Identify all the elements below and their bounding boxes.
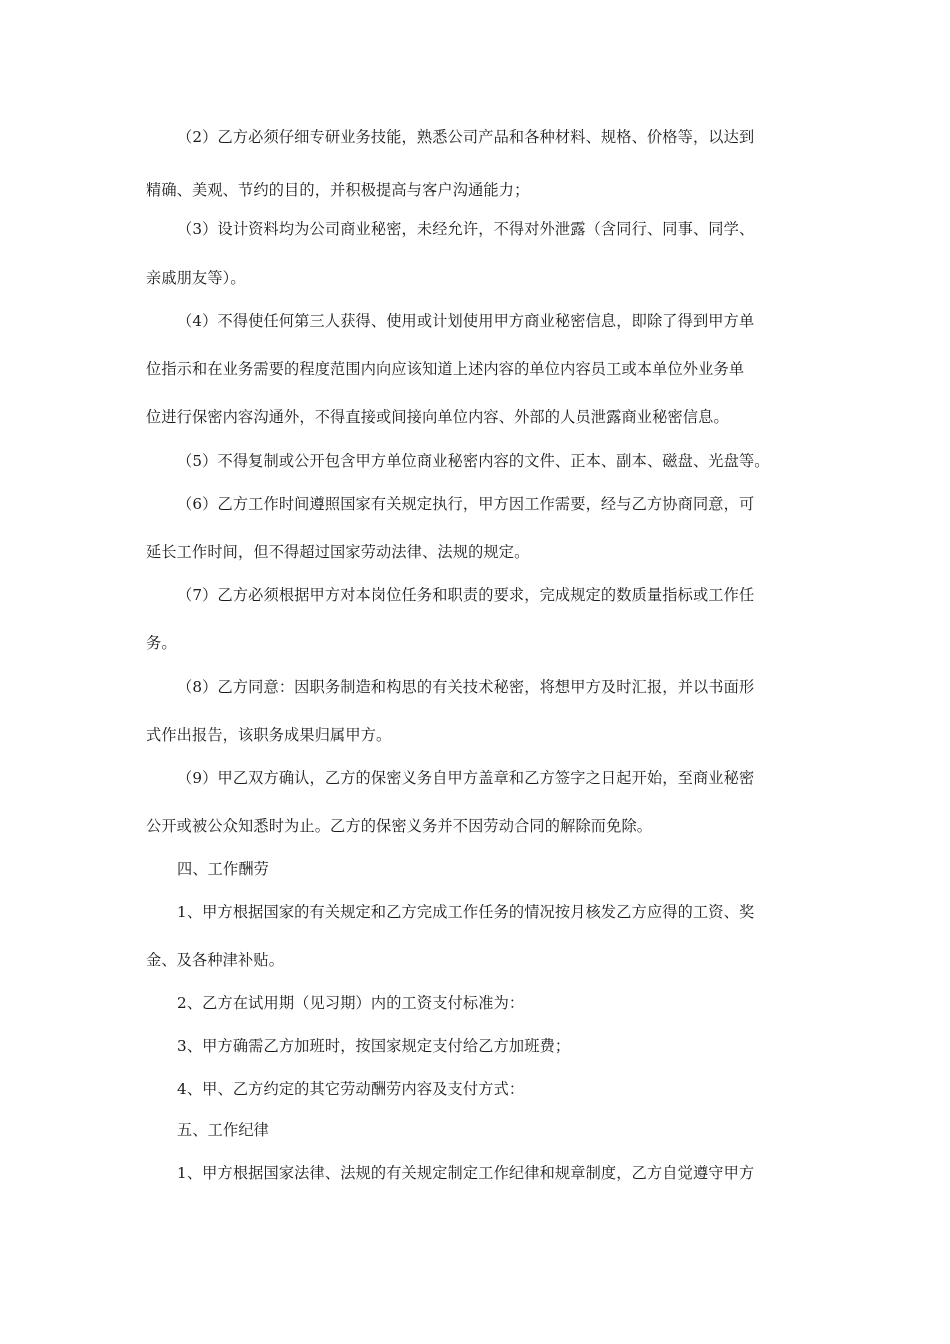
paragraph-line: 亲戚朋友等）。 — [146, 269, 246, 287]
section-heading: 四、工作酬劳 — [177, 860, 270, 878]
section-heading: 五、工作纪律 — [177, 1121, 270, 1139]
paragraph-line: 位指示和在业务需要的程度范围内向应该知道上述内容的单位内容员工或本单位外业务单 — [146, 360, 745, 378]
paragraph-line: （2）乙方必须仔细专研业务技能，熟悉公司产品和各种材料、规格、价格等，以达到 — [177, 128, 755, 146]
paragraph-line: 3、甲方确需乙方加班时，按国家规定支付给乙方加班费； — [177, 1037, 571, 1055]
paragraph-line: （3）设计资料均为公司商业秘密，未经允许，不得对外泄露（含同行、同事、同学、 — [177, 220, 755, 238]
paragraph-line: 位进行保密内容沟通外，不得直接或间接向单位内容、外部的人员泄露商业秘密信息。 — [146, 408, 729, 426]
paragraph-line: 4、甲、乙方约定的其它劳动酬劳内容及支付方式： — [177, 1080, 525, 1098]
paragraph-line: 1、甲方根据国家的有关规定和乙方完成工作任务的情况按月核发乙方应得的工资、奖 — [177, 903, 755, 921]
paragraph-line: 2、乙方在试用期（见习期）内的工资支付标准为： — [177, 994, 525, 1012]
paragraph-line: 1、甲方根据国家法律、法规的有关规定制定工作纪律和规章制度，乙方自觉遵守甲方 — [177, 1164, 755, 1182]
paragraph-line: （5）不得复制或公开包含甲方单位商业秘密内容的文件、正本、副本、磁盘、光盘等。 — [177, 452, 770, 470]
paragraph-line: 精确、美观、节约的目的，并积极提高与客户沟通能力； — [146, 181, 530, 199]
paragraph-line: 金、及各种津补贴。 — [146, 951, 285, 969]
paragraph-line: （8）乙方同意：因职务制造和构思的有关技术秘密，将想甲方及时汇报，并以书面形 — [177, 678, 755, 696]
paragraph-line: （6）乙方工作时间遵照国家有关规定执行，甲方因工作需要，经与乙方协商同意，可 — [177, 495, 755, 513]
paragraph-line: （9）甲乙双方确认，乙方的保密义务自甲方盖章和乙方签字之日起开始，至商业秘密 — [177, 769, 755, 787]
paragraph-line: 延长工作时间，但不得超过国家劳动法律、法规的规定。 — [146, 543, 530, 561]
paragraph-line: （7）乙方必须根据甲方对本岗位任务和职责的要求，完成规定的数质量指标或工作任 — [177, 586, 755, 604]
paragraph-line: （4）不得使任何第三人获得、使用或计划使用甲方商业秘密信息，即除了得到甲方单 — [177, 312, 755, 330]
paragraph-line: 务。 — [146, 634, 177, 652]
paragraph-line: 式作出报告，该职务成果归属甲方。 — [146, 726, 392, 744]
paragraph-line: 公开或被公众知悉时为止。乙方的保密义务并不因劳动合同的解除而免除。 — [146, 817, 653, 835]
